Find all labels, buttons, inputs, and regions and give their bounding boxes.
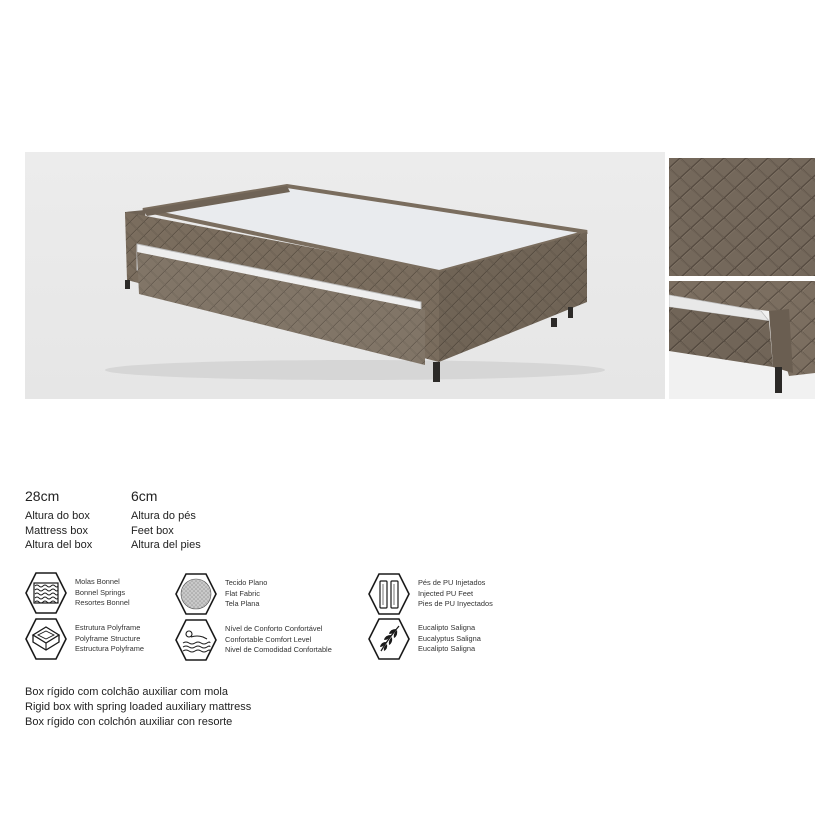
feature-label-es: Eucalipto Saligna [418,644,476,654]
feature-flat-fabric [175,572,267,616]
polyframe-structure-icon [25,617,67,661]
box-height-label-es: Altura del box [25,539,93,551]
feature-label-en: Injected PU Feet [418,588,474,598]
trundle-corner-detail-photo [669,281,815,399]
feet-height-label-pt: Altura do pés [131,510,196,522]
quilted-fabric-detail-photo [669,158,815,276]
box-height-value: 28cm [25,488,60,504]
feature-label-en: Confortable Comfort Level [225,634,312,644]
bed-box-with-trundle-photo [25,152,665,399]
product-description [25,685,251,730]
box-height-label-pt: Altura do box [25,510,90,522]
eucalyptus-leaf-icon [368,617,410,661]
feature-label-es: Resortes Bonnel [75,598,130,608]
feet-height-label-es: Altura del pies [131,539,201,551]
feature-polyframe-structure [25,617,144,661]
feature-bonnell-springs [25,571,130,615]
description-pt: Box rígido com colchão auxiliar com mola [25,686,228,698]
feature-pu-feet-text [418,578,493,610]
feature-pu-feet [368,572,493,616]
description-en: Rigid box with spring loaded auxiliary mattress [25,701,252,713]
feature-label-es: Pies de PU Inyectados [418,599,493,609]
feature-comfort-level [175,618,332,662]
feature-label-pt: Tecido Plano [225,577,268,587]
feature-label-es: Estructura Polyframe [75,644,145,654]
box-height-label-en: Mattress box [25,524,88,537]
feature-label-pt: Pés de PU Injetados [418,577,486,587]
feature-label-es: Nivel de Comodidad Confortable [225,645,332,655]
comfort-level-icon [175,618,217,662]
bonnell-springs-icon [25,571,67,615]
feature-label-es: Tela Plana [225,599,260,609]
feature-eucalyptus-text [418,623,481,655]
feature-label-en: Bonnel Springs [75,587,126,597]
feature-label-pt: Estrutura Polyframe [75,622,141,632]
flat-fabric-icon [175,572,217,616]
feature-polyframe-structure-text [75,623,144,655]
pu-feet-icon [368,572,410,616]
feature-eucalyptus [368,617,481,661]
feature-label-pt: Molas Bonnel [75,576,120,586]
feature-label-en: Polyframe Structure [75,633,141,643]
feature-bonnell-springs-text [75,577,130,609]
feature-label-pt: Nível de Conforto Confortável [225,623,323,633]
feet-height-label-en: Feet box [131,524,174,537]
feet-height-value: 6cm [131,488,158,504]
feet-height-dimension [131,488,241,553]
feature-comfort-level-text [225,624,332,656]
box-height-dimension [25,488,135,553]
feature-label-en: Flat Fabric [225,588,260,598]
feature-flat-fabric-text [225,578,267,610]
description-es: Box rígido con colchón auxiliar con resorte [25,716,233,728]
feature-label-pt: Eucalipto Saligna [418,622,476,632]
feature-label-en: Eucalyptus Saligna [418,633,481,643]
